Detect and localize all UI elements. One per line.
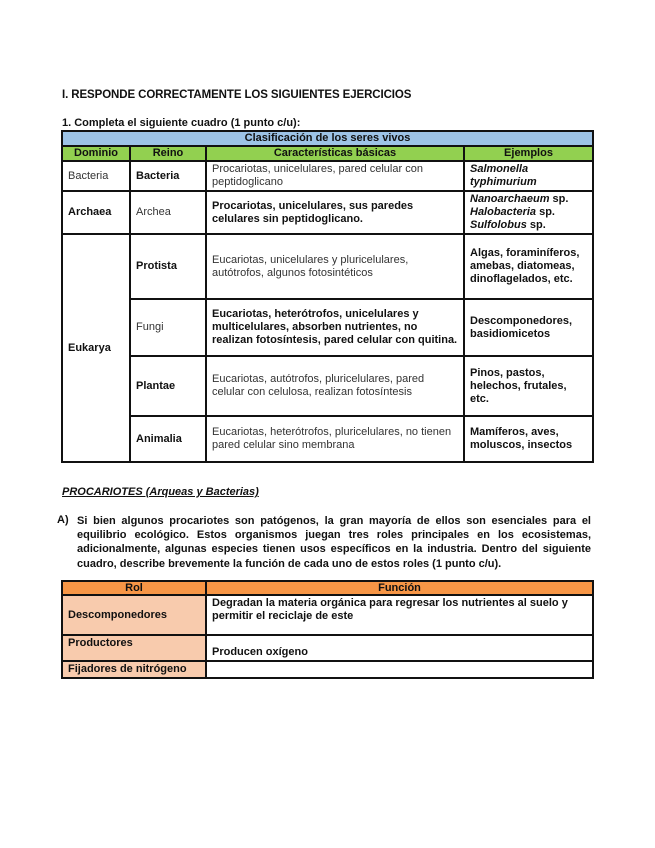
reino-cell: Plantae [130,356,206,416]
domain-cell: Eukarya [62,234,130,462]
header-funcion: Función [206,581,593,595]
caracteristicas-cell: Eucariotas, heterótrofos, unicelulares y multicelulares, absorben nutrientes, no realizan fotosíntesis, pared celular con quitina. [206,299,464,356]
caracteristicas-cell: Eucariotas, unicelulares y pluricelulares, autótrofos, algunos fotosintéticos [206,234,464,299]
header-dominio: Dominio [62,146,130,161]
rol-cell: Productores [62,635,206,661]
section-title: PROCARIOTES (Arqueas y Bacterias) [62,486,259,498]
ejemplos-cell: Mamíferos, aves, moluscos, insectos [464,416,593,462]
section-heading: I. RESPONDE CORRECTAMENTE LOS SIGUIENTES EJERCICIOS [62,89,412,101]
ejemplos-cell: Salmonella typhimurium [464,161,593,191]
ejemplos-cell [464,191,593,234]
roles-header-row [62,581,593,595]
reino-cell: Bacteria [130,161,206,191]
caracteristicas-cell: Procariotas, unicelulares, sus paredes celulares sin peptidoglicano. [206,191,464,234]
reino-cell: Archea [130,191,206,234]
table-row [62,356,593,416]
example-suffix: sp. [549,193,569,205]
header-rol: Rol [62,581,206,595]
paragraph-text: Si bien algunos procariotes son patógenos, la gran mayoría de ellos son esenciales para el equilibrio ecológico. Estos organismos juegan tres roles principales en los ecosistemas, adicionalmente, algunas especies tienen usos específicos en la industria. Dentro del siguiente cuadro, describe brevemente la función de cada uno de estos roles (1 punto c/u). [77,515,591,570]
domain-cell: Bacteria [62,161,130,191]
funcion-cell [206,661,593,678]
example-name: Nanoarchaeum [470,193,550,205]
reino-cell: Animalia [130,416,206,462]
table-row [62,595,593,635]
rol-cell: Descomponedores [62,595,206,635]
example-suffix: sp. [526,219,546,231]
domain-cell: Archaea [62,191,130,234]
paragraph-letter: A) [57,514,69,526]
header-caracteristicas: Características básicas [206,146,464,161]
reino-cell: Fungi [130,299,206,356]
example-name: Sulfolobus [470,219,527,231]
caracteristicas-cell: Eucariotas, autótrofos, pluricelulares, pared celular con celulosa, realizan fotosíntesis [206,356,464,416]
table-title: Clasificación de los seres vivos [62,131,593,146]
ejemplos-cell: Algas, foraminíferos, amebas, diatomeas, dinoflagelados, etc. [464,234,593,299]
table-row [62,191,593,234]
example-suffix: sp. [536,206,555,218]
header-ejemplos: Ejemplos [464,146,593,161]
table-row [62,661,593,678]
table-row [62,299,593,356]
header-reino: Reino [130,146,206,161]
table-title-row [62,131,593,146]
exercise-instruction: 1. Completa el siguiente cuadro (1 punto c/u): [62,117,301,129]
rol-cell: Fijadores de nitrógeno [62,661,206,678]
table-row [62,416,593,462]
ejemplos-cell: Descomponedores, basidiomicetos [464,299,593,356]
table-row [62,635,593,661]
ejemplos-cell: Pinos, pastos, helechos, frutales, etc. [464,356,593,416]
roles-table [61,580,594,679]
table-header-row [62,146,593,161]
caracteristicas-cell: Procariotas, unicelulares, pared celular con peptidoglicano [206,161,464,191]
funcion-cell: Degradan la materia orgánica para regresar los nutrientes al suelo y permitir el reciclaje de este [206,595,593,635]
classification-table [61,130,594,463]
funcion-cell: Producen oxígeno [206,635,593,661]
table-row [62,234,593,299]
example-name: Halobacteria [470,206,537,218]
reino-cell: Protista [130,234,206,299]
caracteristicas-cell: Eucariotas, heterótrofos, pluricelulares, no tienen pared celular sino membrana [206,416,464,462]
table-row [62,161,593,191]
